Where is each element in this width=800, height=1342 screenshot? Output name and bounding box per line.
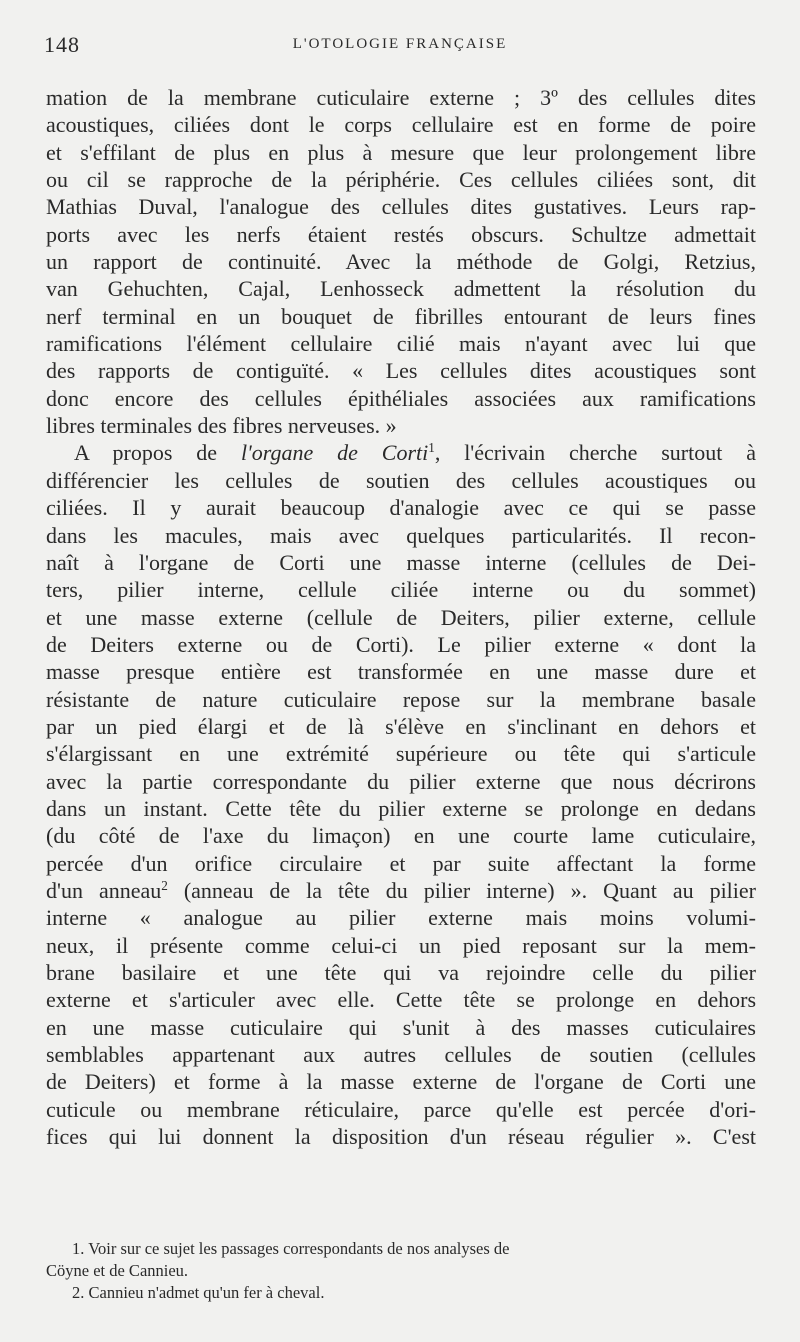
text-line: neux, il présente comme celui-ci un pied reposant sur la mem-: [46, 932, 756, 958]
footnote-1-continued: Cöyne et de Cannieu.: [46, 1261, 189, 1280]
text-line: de Deiters) et forme à la masse externe de l'organe de Corti une: [46, 1069, 756, 1095]
text-line: percée d'un orifice circulaire et par suite affectant la forme: [46, 850, 756, 876]
text-line: Mathias Duval, l'analogue des cellules dites gustatives. Leurs rap-: [46, 194, 756, 220]
italic-term: l'organe de Corti: [240, 440, 429, 466]
text-line: ramifications l'élément cellulaire cilié mais n'ayant avec lui que: [46, 331, 756, 357]
text-line: (du côté de l'axe du limaçon) en une courte lame cuticulaire,: [46, 823, 756, 849]
text-line: fices qui lui donnent la disposition d'un réseau régulier ». C'est: [46, 1124, 756, 1150]
text-line: externe et s'articuler avec elle. Cette tête se prolonge en dehors: [46, 987, 756, 1013]
text-line: dans les macules, mais avec quelques particularités. Il recon-: [46, 522, 756, 548]
text-line: cuticule ou membrane réticulaire, parce qu'elle est percée d'ori-: [46, 1096, 756, 1122]
text-line: de Deiters externe ou de Corti). Le pilier externe « dont la: [46, 631, 756, 657]
text-line: naît à l'organe de Corti une masse interne (cellules de Dei-: [46, 549, 756, 575]
text-line: acoustiques, ciliées dont le corps cellulaire est en forme de poire: [46, 112, 756, 138]
text-run: (anneau de la tête du pilier interne) ». Quant au pilier: [167, 877, 756, 903]
text-line: et s'effilant de plus en plus à mesure que leur prolongement libre: [46, 139, 756, 165]
text-line: un rapport de continuité. Avec la méthode de Golgi, Retzius,: [46, 249, 756, 275]
footnote-1: 1. Voir sur ce sujet les passages correspondants de nos analyses de: [72, 1239, 510, 1258]
text-line: ciliées. Il y aurait beaucoup d'analogie avec ce qui se passe: [46, 495, 756, 521]
text-line: dans un instant. Cette tête du pilier externe se prolonge en dedans: [46, 795, 756, 821]
text-line: en une masse cuticulaire qui s'unit à des masses cuticulaires: [46, 1014, 756, 1040]
paragraph-start-line: [46, 439, 756, 466]
text-line: interne « analogue au pilier externe mais moins volumi-: [46, 905, 756, 931]
page-number: 148: [44, 32, 80, 57]
footnote-ref-1: 1: [428, 440, 435, 456]
text-line: avec la partie correspondante du pilier externe que nous décrirons: [46, 768, 756, 794]
text-line: ports avec les nerfs étaient restés obscurs. Schultze admettait: [46, 221, 756, 247]
text-line: brane basilaire et une tête qui va rejoindre celle du pilier: [46, 960, 756, 985]
body-text: [46, 84, 756, 1150]
text-line: semblables appartenant aux autres cellules de soutien (cellules: [46, 1042, 756, 1068]
running-head: L'OTOLOGIE FRANÇAISE: [292, 36, 508, 52]
text-run: A propos de: [74, 440, 241, 466]
text-line: ou cil se rapproche de la périphérie. Ces cellules ciliées sont, dit: [46, 167, 756, 193]
text-line: différencier les cellules de soutien des cellules acoustiques ou: [46, 467, 756, 493]
text-run: d'un anneau: [46, 877, 162, 903]
text-line: [46, 877, 756, 904]
text-line: s'élargissant en une extrémité supérieure ou tête qui s'articule: [46, 741, 756, 767]
text-line: mation de la membrane cuticulaire externe ; 3º des cellules dites: [46, 85, 756, 110]
text-line: nerf terminal en un bouquet de fibrilles entourant de leurs fines: [46, 303, 756, 329]
text-line: par un pied élargi et de là s'élève en s'inclinant en dehors et: [46, 713, 756, 739]
footnote-ref-2: 2: [161, 878, 168, 894]
text-line: donc encore des cellules épithéliales associées aux ramifications: [46, 385, 756, 411]
footnotes: [46, 1238, 758, 1304]
text-line: des rapports de contiguïté. « Les cellules dites acoustiques sont: [46, 358, 756, 384]
text-run: , l'écrivain cherche surtout à: [434, 440, 756, 466]
text-line: libres terminales des fibres nerveuses. »: [46, 413, 397, 439]
text-line: et une masse externe (cellule de Deiters, pilier externe, cellule: [46, 604, 756, 630]
footnote-2: 2. Cannieu n'admet qu'un fer à cheval.: [72, 1283, 325, 1302]
text-line: masse presque entière est transformée en une masse dure et: [46, 659, 756, 685]
text-line: van Gehuchten, Cajal, Lenhosseck admettent la résolution du: [46, 276, 756, 302]
text-line: ters, pilier interne, cellule ciliée interne ou du sommet): [46, 577, 756, 603]
text-line: résistante de nature cuticulaire repose sur la membrane basale: [46, 686, 756, 712]
